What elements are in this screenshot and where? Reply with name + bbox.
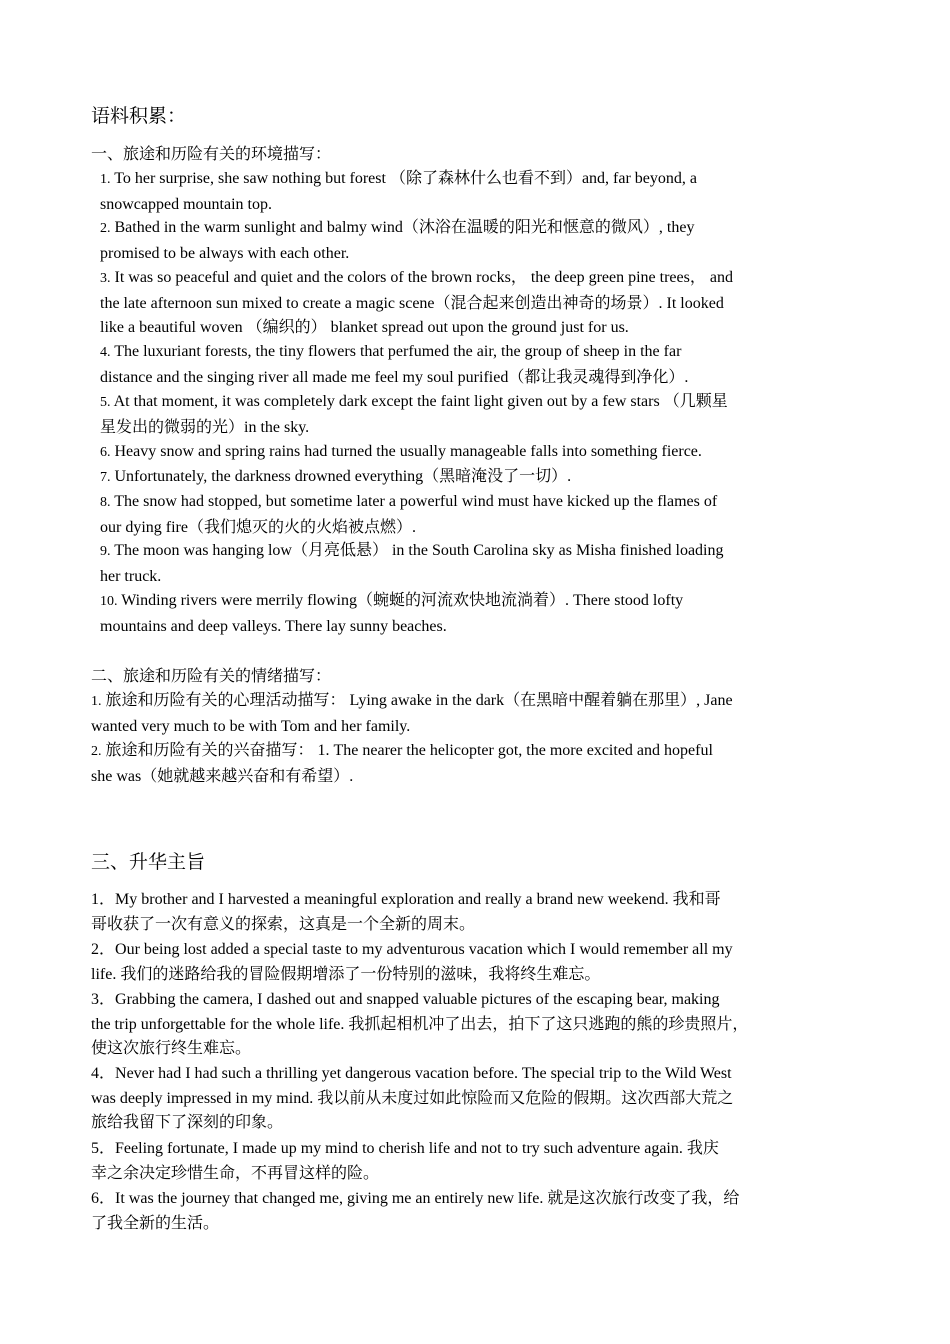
item-text: Our being lost added a special taste to my adventurous vacation which I would remember all my bbox=[115, 941, 733, 958]
section-1-item-7 bbox=[100, 465, 862, 491]
item-text: Heavy snow and spring rains had turned the usually manageable falls into something fierce. bbox=[114, 443, 702, 460]
item-text: the trip unforgettable for the whole life. 我抓起相机冲了出去，拍下了这只逃跑的熊的珍贵照片， bbox=[91, 1015, 749, 1033]
section-3-item-6 bbox=[91, 1187, 863, 1236]
section-3-item-1 bbox=[91, 888, 863, 937]
section-3-item-2 bbox=[91, 938, 863, 987]
item-text: mountains and deep valleys. There lay sunny beaches. bbox=[100, 617, 447, 635]
item-text: It was the journey that changed me, giving me an entirely new life. 就是这次旅行改变了我，给 bbox=[115, 1190, 740, 1207]
item-text: The moon was hanging low（月亮低悬） in the South Carolina sky as Misha finished loading bbox=[114, 542, 724, 559]
item-number: 2． bbox=[91, 941, 116, 958]
item-number: 1. bbox=[91, 694, 102, 709]
item-text: 使这次旅行终生难忘。 bbox=[91, 1040, 252, 1058]
item-number: 6． bbox=[91, 1190, 116, 1207]
item-number: 3. bbox=[100, 271, 111, 286]
item-text: Grabbing the camera, I dashed out and snapped valuable pictures of the escaping bear, making bbox=[115, 991, 720, 1008]
item-text: Bathed in the warm sunlight and balmy wind（沐浴在温暖的阳光和惬意的微风）, they bbox=[114, 219, 695, 236]
section-1-item-5 bbox=[100, 390, 862, 440]
item-text: To her surprise, she saw nothing but forest （除了森林什么也看不到）and, far beyond, a bbox=[114, 170, 698, 187]
section-1-item-2 bbox=[100, 216, 862, 266]
section-2-title: 二、旅途和历险有关的情绪描写： bbox=[91, 668, 332, 685]
item-number: 2. bbox=[100, 221, 111, 236]
item-number: 8. bbox=[100, 495, 111, 510]
item-number: 6. bbox=[100, 445, 111, 460]
item-number: 10. bbox=[100, 594, 118, 609]
section-3-title: 三、升华主旨 bbox=[91, 852, 206, 873]
item-number: 1． bbox=[91, 891, 116, 908]
item-text: the late afternoon sun mixed to create a magic scene（混合起来创造出神奇的场景）. It looked bbox=[100, 294, 724, 312]
section-3-item-4 bbox=[91, 1062, 863, 1136]
item-number: 3． bbox=[91, 991, 116, 1008]
item-text: she was（她就越来越兴奋和有希望）. bbox=[91, 767, 354, 785]
section-1-title: 一、旅途和历险有关的环境描写： bbox=[91, 146, 332, 163]
section-1-item-3 bbox=[100, 266, 862, 341]
item-number: 7. bbox=[100, 470, 111, 485]
item-text: My brother and I harvested a meaningful exploration and really a brand new weekend. 我和哥 bbox=[115, 891, 721, 908]
item-text: Feeling fortunate, I made up my mind to cherish life and not to try such adventure again. 我庆 bbox=[115, 1140, 719, 1157]
item-text: Winding rivers were merrily flowing（蜿蜒的河流欢快地流淌着）. There stood lofty bbox=[121, 592, 684, 609]
item-text: life. 我们的迷路给我的冒险假期增添了一份特别的滋味，我将终生难忘。 bbox=[91, 965, 601, 983]
item-number: 4． bbox=[91, 1065, 116, 1082]
item-text: 幸之余决定珍惜生命，不再冒这样的险。 bbox=[91, 1164, 380, 1182]
item-text: Never had I had such a thrilling yet dangerous vacation before. The special trip to the Wild West bbox=[115, 1065, 732, 1082]
item-number: 5． bbox=[91, 1140, 116, 1157]
section-1-item-8 bbox=[100, 490, 862, 540]
item-text: her truck. bbox=[100, 567, 162, 585]
item-text: It was so peaceful and quiet and the colors of the brown rocks， the deep green pine trees， and bbox=[114, 269, 733, 286]
section-1-item-9 bbox=[100, 539, 862, 589]
item-text: 旅给我留下了深刻的印象。 bbox=[91, 1114, 284, 1132]
item-text: 旅途和历险有关的心理活动描写： Lying awake in the dark（在黑暗中醒着躺在那里）, Jane bbox=[105, 692, 733, 709]
section-1-item-10 bbox=[100, 589, 862, 639]
item-text: was deeply impressed in my mind. 我以前从未度过如此惊险而又危险的假期。这次西部大荒之 bbox=[91, 1089, 734, 1107]
item-text: The snow had stopped, but sometime later a powerful wind must have kicked up the flames of bbox=[114, 493, 718, 510]
section-3-item-3 bbox=[91, 988, 863, 1062]
item-text: distance and the singing river all made me feel my soul purified（都让我灵魂得到净化）. bbox=[100, 368, 689, 386]
section-2-item-2 bbox=[91, 739, 863, 789]
item-text: 了我全新的生活。 bbox=[91, 1214, 220, 1232]
item-number: 9. bbox=[100, 544, 111, 559]
item-text: like a beautiful woven （编织的） blanket spread out upon the ground just for us. bbox=[100, 319, 629, 337]
item-text: promised to be always with each other. bbox=[100, 244, 350, 262]
item-text: 旅途和历险有关的兴奋描写： 1. The nearer the helicopter got, the more excited and hopeful bbox=[105, 742, 713, 759]
item-text: wanted very much to be with Tom and her family. bbox=[91, 717, 411, 735]
item-text: 哥收获了一次有意义的探索，这真是一个全新的周末。 bbox=[91, 915, 476, 933]
item-text: Unfortunately, the darkness drowned everything（黑暗淹没了一切）. bbox=[114, 468, 572, 485]
section-1-item-6 bbox=[100, 440, 862, 466]
item-number: 2. bbox=[91, 744, 102, 759]
section-2-item-1 bbox=[91, 689, 863, 739]
item-number: 5. bbox=[100, 395, 111, 410]
item-number: 4. bbox=[100, 345, 111, 360]
item-text: our dying fire（我们熄灭的火的火焰被点燃）. bbox=[100, 518, 416, 536]
item-number: 1. bbox=[100, 172, 111, 187]
section-1-item-1 bbox=[100, 167, 862, 217]
section-3-item-5 bbox=[91, 1137, 863, 1186]
item-text: snowcapped mountain top. bbox=[100, 195, 272, 213]
section-1-item-4 bbox=[100, 340, 862, 390]
page-heading: 语料积累： bbox=[91, 106, 187, 127]
item-text: At that moment, it was completely dark except the faint light given out by a few stars （几颗星 bbox=[113, 393, 728, 410]
item-text: 星发出的微弱的光）in the sky. bbox=[100, 418, 310, 436]
item-text: The luxuriant forests, the tiny flowers that perfumed the air, the group of sheep in the far bbox=[114, 343, 682, 360]
